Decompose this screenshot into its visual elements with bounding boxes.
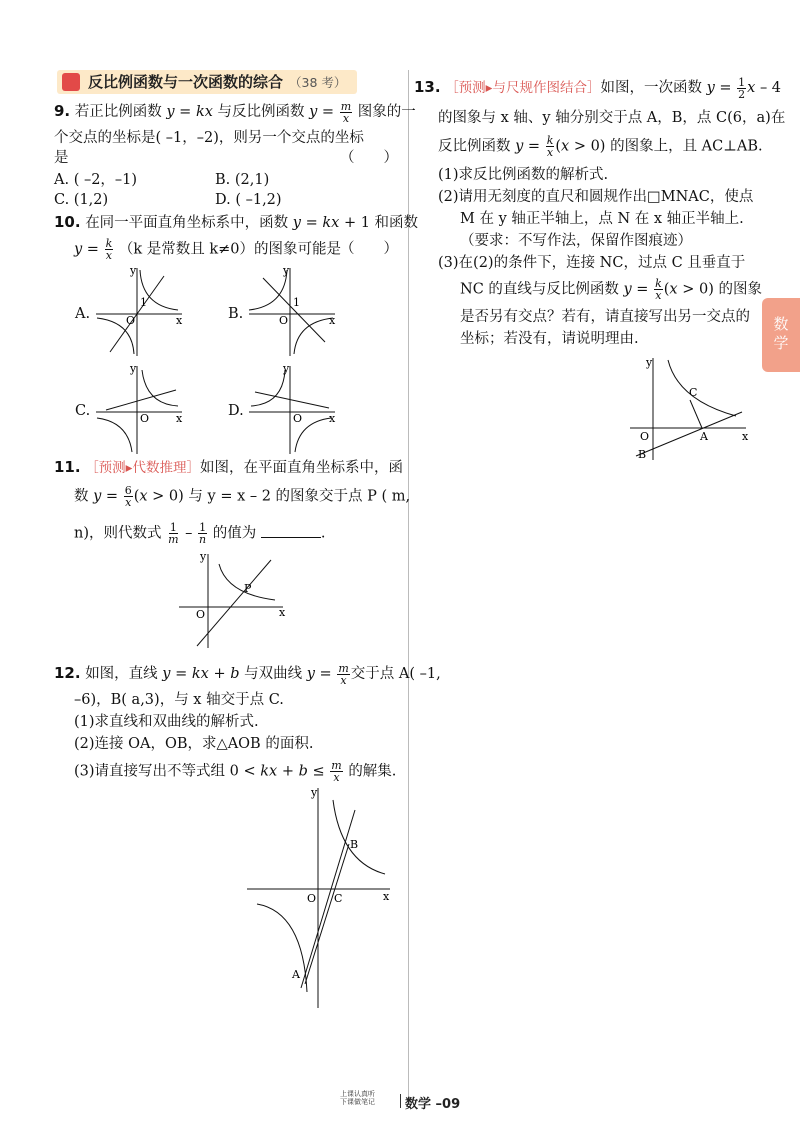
q9-line2: 个交点的坐标是( –1，–2)，则另一个交点的坐标 xyxy=(54,130,364,146)
q12-number: 12. xyxy=(54,664,81,682)
q11-number: 11. xyxy=(54,458,81,476)
q10b-origin-label: O xyxy=(279,314,289,327)
q13-c-label: C xyxy=(689,386,698,399)
q13-graph xyxy=(628,354,753,464)
q9-number: 9. xyxy=(54,102,71,120)
q13-sub1: (1)求反比例函数的解析式. xyxy=(438,167,609,183)
q10d-origin-label: O xyxy=(293,412,303,425)
q13-y-label: y xyxy=(646,356,653,369)
q13-line3: 反比例函数 y = $\frac{k}{x}$ (x > 0) 的图象上，且 AC⊥AB. xyxy=(438,134,763,159)
q13-sub3a: (3)在(2)的条件下，连接 NC，过点 C 且垂直于 xyxy=(438,255,746,271)
q13-sub3d: 是否另有交点？若有，请直接写出另一交点的 xyxy=(460,309,750,325)
subject-side-tab: 数学 xyxy=(762,298,800,372)
q11-origin-label: O xyxy=(196,608,206,621)
q12-graph xyxy=(245,782,395,1012)
q11-graph xyxy=(175,550,290,650)
q9-option-b: B. (2,1) xyxy=(215,172,270,188)
q11-text-2a: 数 xyxy=(74,488,89,505)
q10-text-2: （k 是常数且 k≠0）的图象可能是 xyxy=(118,241,342,258)
q13-sub2c: （要求：不写作法，保留作图痕迹） xyxy=(460,233,692,249)
q13-text-3b: 的图象上，且 AC⊥AB. xyxy=(610,138,763,155)
footer-separator xyxy=(400,1094,401,1108)
q12-text-1a: 如图，直线 xyxy=(85,666,158,682)
footer-logo xyxy=(340,1090,396,1110)
q13-text-3c: 的图象 xyxy=(718,281,762,298)
q12-origin-label: O xyxy=(307,892,317,905)
footer-logo-line2: 下课做笔记 xyxy=(340,1098,375,1106)
q11-line1 xyxy=(54,456,403,479)
q10-graph-d xyxy=(245,360,341,456)
q10-label-a: A. xyxy=(75,306,91,322)
q10b-x-label: x xyxy=(329,314,336,327)
q13-sub3e: 坐标；若没有，请说明理由. xyxy=(460,331,639,347)
q11-text-1: 如图，在平面直角坐标系中，函 xyxy=(199,460,403,476)
q11-text-2b: 与 y = x – 2 的图象交于点 P ( m, xyxy=(188,488,411,505)
q9-option-c: C. (1,2) xyxy=(54,192,109,208)
q12-b-label: B xyxy=(350,838,359,851)
q10-line1: 10. 在同一平面直角坐标系中，函数 y = kx + 1 和函数 xyxy=(54,213,419,231)
q12-text-3a: (3)请直接写出不等式组 xyxy=(74,763,226,780)
q9-option-a: A. ( –2，–1) xyxy=(54,172,138,188)
q10-text-1: 在同一平面直角坐标系中，函数 xyxy=(85,215,289,231)
q11-y-label: y xyxy=(200,550,207,563)
q13-sub2b: M 在 y 轴正半轴上，点 N 在 x 轴正半轴上. xyxy=(460,211,744,227)
q10-number: 10. xyxy=(54,213,81,231)
book-icon xyxy=(62,73,80,91)
q13-number: 13. xyxy=(414,78,441,96)
q9-text-1c: 图象的一 xyxy=(357,104,416,120)
q10c-origin-label: O xyxy=(140,412,150,425)
q11-tag: ［预测▸代数推理］ xyxy=(85,460,200,476)
q13-x-label: x xyxy=(742,430,749,443)
q11-line3: n)，则代数式 $\frac{1}{m}$ – $\frac{1}{n}$ 的值为 . xyxy=(74,521,326,546)
q9-line3: 是 xyxy=(54,150,69,166)
q12-text-1c: 交于点 A( –1, xyxy=(350,666,441,682)
q10a-y-label: y xyxy=(130,264,137,277)
q12-line1: 12. 如图，直线 y = kx + b 与双曲线 y = $\frac{m}{x}$ 交于点 A( –1, xyxy=(54,661,441,687)
footer-page-number: 数学 –09 xyxy=(405,1097,461,1112)
q10c-y-label: y xyxy=(130,362,137,375)
q13-a-label: A xyxy=(700,430,708,443)
q13-tag: ［预测▸与尺规作图结合］ xyxy=(445,80,601,96)
q10d-x-label: x xyxy=(329,412,336,425)
q13-text-3a: 反比例函数 xyxy=(438,138,511,155)
q10-answer-paren: （ ） xyxy=(340,241,398,257)
q12-c-label: C xyxy=(334,892,343,905)
q12-text-3b: 的解集. xyxy=(348,763,397,780)
q10-label-b: B. xyxy=(228,306,244,322)
section-title xyxy=(88,71,346,94)
q10-label-c: C. xyxy=(75,403,91,419)
q12-sub1: (1)求直线和双曲线的解析式. xyxy=(74,714,259,730)
q13-b-label: B xyxy=(638,448,647,461)
q11-answer-blank xyxy=(261,523,321,538)
q10c-x-label: x xyxy=(176,412,183,425)
q13-origin-label: O xyxy=(640,430,650,443)
q9-text-1a: 若正比例函数 xyxy=(74,104,162,120)
q11-p-label: P xyxy=(244,582,252,595)
q12-a-label: A xyxy=(292,968,300,981)
q10-text-1b: 和函数 xyxy=(374,215,419,231)
q10b-one-label: 1 xyxy=(293,296,300,309)
q12-x-label: x xyxy=(383,890,390,903)
q12-sub2: (2)连接 OA，OB，求△AOB 的面积. xyxy=(74,736,314,752)
q10-graph-b xyxy=(245,262,341,358)
q11-line2: 数 y = $\frac{6}{x}$ (x > 0) 与 y = x – 2 的图象交于点 P ( m, xyxy=(74,484,411,509)
q12-sub3: (3)请直接写出不等式组 0 < kx + b ≤ $\frac{m}{x}$ 的解集. xyxy=(74,759,397,784)
q9-option-d: D. ( –1,2) xyxy=(215,192,282,208)
q10a-x-label: x xyxy=(176,314,183,327)
q9-line1: 9. 若正比例函数 y = kx 与反比例函数 y = $\frac{m}{x}$ 图象的一 xyxy=(54,99,416,125)
footer-logo-line1: 上课认真听 xyxy=(340,1090,375,1098)
q10a-one-label: 1 xyxy=(140,296,147,309)
q13-sub3b: NC 的直线与反比例函数 y = $\frac{k}{x}$ (x > 0) 的图象 xyxy=(460,277,762,302)
q13-text-1: 如图，一次函数 xyxy=(600,80,702,96)
q13-sub2a: (2)请用无刻度的直尺和圆规作出□MNAC，使点 xyxy=(438,189,754,205)
q12-text-1b: 与双曲线 xyxy=(244,666,303,682)
q10-graph-c xyxy=(92,360,188,456)
q13-line2: 的图象与 x 轴、y 轴分别交于点 A，B，点 C(6，a)在 xyxy=(438,110,786,126)
q10-line2: y = $\frac{k}{x}$ （k 是常数且 k≠0）的图象可能是 xyxy=(74,237,342,262)
q10-label-d: D. xyxy=(228,403,244,419)
q9-text-1b: 与反比例函数 xyxy=(217,104,305,120)
q13-text-3b-2: NC 的直线与反比例函数 xyxy=(460,281,619,298)
q10-graph-a xyxy=(92,262,188,358)
q10b-y-label: y xyxy=(283,264,290,277)
section-title-text: 反比例函数与一次函数的综合 xyxy=(88,73,284,91)
q12-line2: –6)，B( a,3)，与 x 轴交于点 C. xyxy=(74,692,284,708)
q11-text-3b: 的值为 xyxy=(212,525,257,542)
q13-line1: 13. ［预测▸与尺规作图结合］如图，一次函数 y = $\frac{1}{2}$ x – 4 xyxy=(414,75,782,101)
q10d-y-label: y xyxy=(283,362,290,375)
q10a-origin-label: O xyxy=(126,314,136,327)
q9-answer-paren: （ ） xyxy=(340,150,398,166)
section-count: （38 考） xyxy=(289,75,347,90)
q11-text-3a: n)，则代数式 xyxy=(74,525,162,542)
q11-x-label: x xyxy=(279,606,286,619)
q12-y-label: y xyxy=(311,786,318,799)
